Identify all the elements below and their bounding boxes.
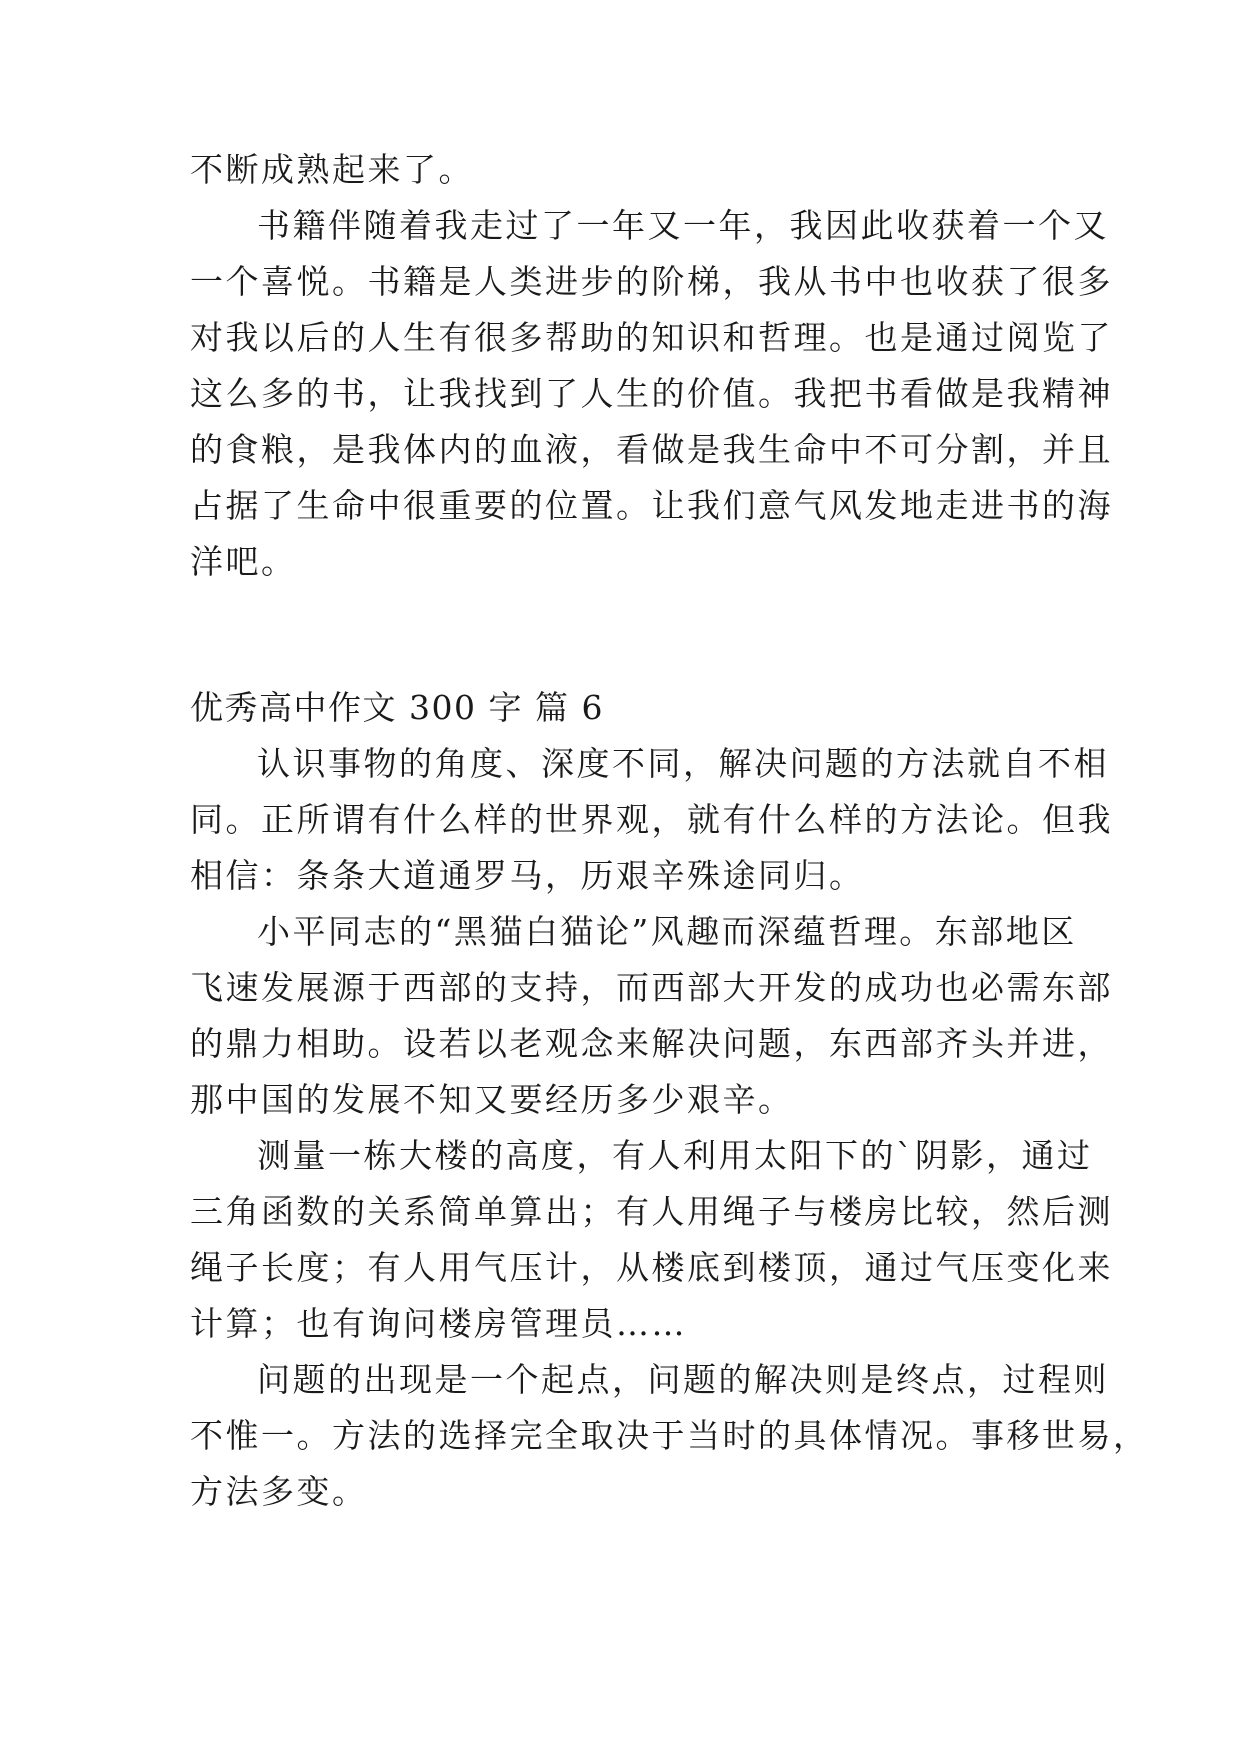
text-line: 绳子长度；有人用气压计，从楼底到楼顶，通过气压变化来 xyxy=(190,1248,1113,1287)
text-line: 计算；也有询问楼房管理员…… xyxy=(190,1304,687,1343)
text-line: 不惟一。方法的选择完全取决于当时的具体情况。事移世易， xyxy=(190,1416,1149,1455)
text-line: 方法多变。 xyxy=(190,1472,368,1511)
text-line: 相信：条条大道通罗马，历艰辛殊途同归。 xyxy=(190,856,865,895)
text-line: 的鼎力相助。设若以老观念来解决问题，东西部齐头并进， xyxy=(190,1024,1113,1063)
text-line: 三角函数的关系简单算出；有人用绳子与楼房比较，然后测 xyxy=(190,1192,1113,1231)
text-line: 一个喜悦。书籍是人类进步的阶梯，我从书中也收获了很多 xyxy=(190,262,1113,301)
text-line: 这么多的书，让我找到了人生的价值。我把书看做是我精神 xyxy=(190,374,1113,413)
text-line: 对我以后的人生有很多帮助的知识和哲理。也是通过阅览了 xyxy=(190,318,1113,357)
text-line: 洋吧。 xyxy=(190,542,297,581)
section-heading: 优秀高中作文 300 字 篇 6 xyxy=(190,688,604,727)
text-line: 那中国的发展不知又要经历多少艰辛。 xyxy=(190,1080,794,1119)
text-line: 不断成熟起来了。 xyxy=(190,150,474,189)
text-line: 的食粮，是我体内的血液，看做是我生命中不可分割，并且 xyxy=(190,430,1113,469)
paragraph-first-line: 书籍伴随着我走过了一年又一年，我因此收获着一个又 xyxy=(257,206,1109,245)
text-line: 同。正所谓有什么样的世界观，就有什么样的方法论。但我 xyxy=(190,800,1113,839)
paragraph-first-line: 测量一栋大楼的高度，有人利用太阳下的`阴影，通过 xyxy=(257,1136,1093,1175)
paragraph-first-line: 认识事物的角度、深度不同，解决问题的方法就自不相 xyxy=(257,744,1109,783)
paragraph-first-line: 小平同志的“黑猫白猫论”风趣而深蕴哲理。东部地区 xyxy=(257,912,1077,951)
text-line: 占据了生命中很重要的位置。让我们意气风发地走进书的海 xyxy=(190,486,1113,525)
paragraph-first-line: 问题的出现是一个起点，问题的解决则是终点，过程则 xyxy=(257,1360,1109,1399)
text-line: 飞速发展源于西部的支持，而西部大开发的成功也必需东部 xyxy=(190,968,1113,1007)
